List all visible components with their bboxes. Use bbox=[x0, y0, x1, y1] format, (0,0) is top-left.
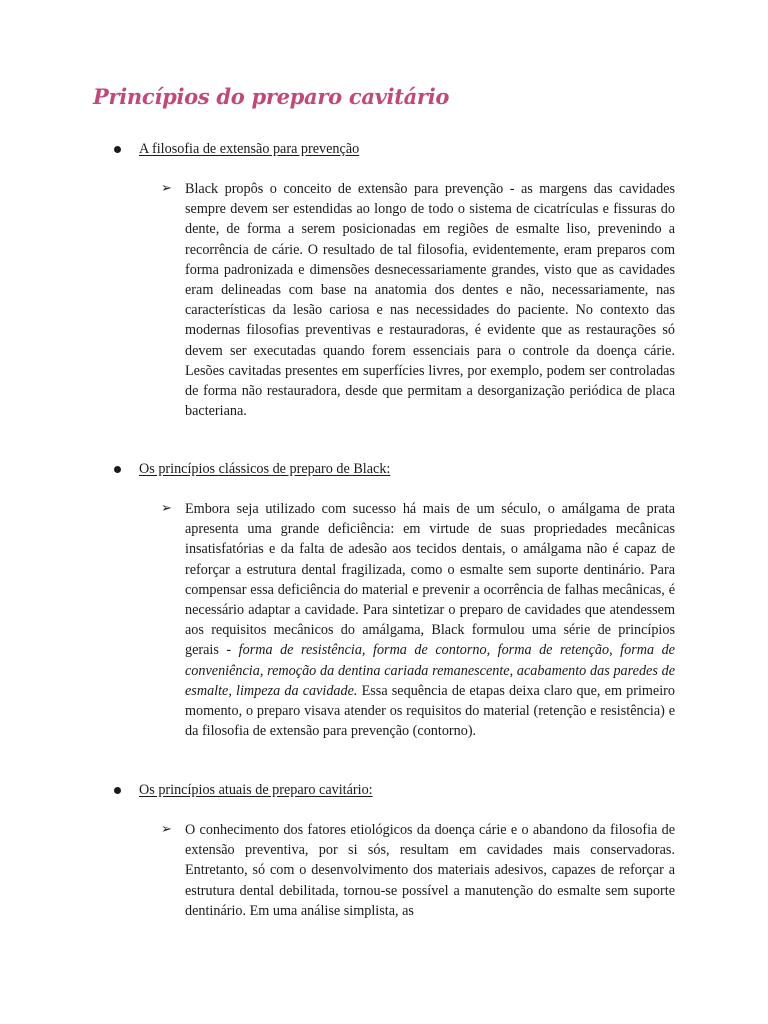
section-heading-text: Os princípios atuais de preparo cavitário: bbox=[139, 782, 373, 798]
bullet-icon bbox=[114, 146, 121, 153]
arrow-bullet-icon: ➢ bbox=[161, 501, 172, 516]
section-paragraph bbox=[185, 499, 675, 741]
section-heading-text: A filosofia de extensão para prevenção bbox=[139, 141, 360, 157]
bullet-icon bbox=[114, 787, 121, 794]
section-paragraph: Black propôs o conceito de extensão para prevenção - as margens das cavidades sempre devem ser estendidas ao longo de todo o sistema de cicatrículas e fissuras do dente, de forma a serem posicionadas em regiões de esmalte liso, prevenindo a recorrência de cárie. O resultado de tal filosofia, evidentemente, eram preparos com forma padronizada e dimensões desnecessariamente grandes, visto que as cavidades eram delineadas com base na anatomia dos dentes e não, necessariamente, nas características da lesão cariosa e nas necessidades do paciente. No contexto das modernas filosofias preventivas e restauradoras, é evidente que as restaurações só devem ser executadas quando forem essenciais para o controle da doença cárie. Lesões cavitadas presentes em superfícies livres, por exemplo, podem ser controladas de forma não restauradora, desde que permitam a desorganização periódica de placa bacteriana. bbox=[185, 181, 675, 420]
section-heading-text: Os princípios clássicos de preparo de Black: bbox=[139, 461, 391, 477]
paragraph-text: Embora seja utilizado com sucesso há mais de um século, o amálgama de prata apresenta uma grande deficiência: em virtude de suas propriedades mecânicas insatisfatórias e da falta de adesão aos tecidos dentais, o amálgama não é capaz de reforçar a estrutura dental fragilizada, como o esmalte sem suporte dentinário. Para compensar essa deficiência do material e prevenir a ocorrência de falhas mecânicas, é necessário adaptar a cavidade. Para sintetizar o preparo de cavidades que atendessem aos requisitos mecânicos do amálgama, Black formulou uma série de princípios gerais - bbox=[185, 501, 675, 659]
paragraph-italic-text: forma de resistência, forma de contorno, forma de retenção, forma de conveniência, remoção da dentina cariada remanescente, acabamento das paredes de esmalte, limpeza da cavidade. bbox=[185, 642, 675, 699]
bullet-icon bbox=[114, 466, 121, 473]
paragraph-text-continued: Essa sequência de etapas deixa claro que, em primeiro momento, o preparo visava atender os requisitos do material (retenção e resistência) e da filosofia de extensão para prevenção (contorno). bbox=[185, 682, 675, 740]
arrow-bullet-icon: ➢ bbox=[161, 822, 172, 837]
arrow-bullet-icon: ➢ bbox=[161, 181, 172, 196]
page-title: Princípios do preparo cavitário bbox=[93, 84, 450, 109]
section-paragraph: O conhecimento dos fatores etiológicos da doença cárie e o abandono da filosofia de extensão preventiva, por si sós, resultam em cavidades mais conservadoras. Entretanto, só com o desenvolvimento dos materiais adesivos, capazes de reforçar a estrutura dental debilitada, tornou-se possível a manutenção do esmalte sem suporte dentinário. Em uma análise simplista, as bbox=[185, 822, 675, 919]
